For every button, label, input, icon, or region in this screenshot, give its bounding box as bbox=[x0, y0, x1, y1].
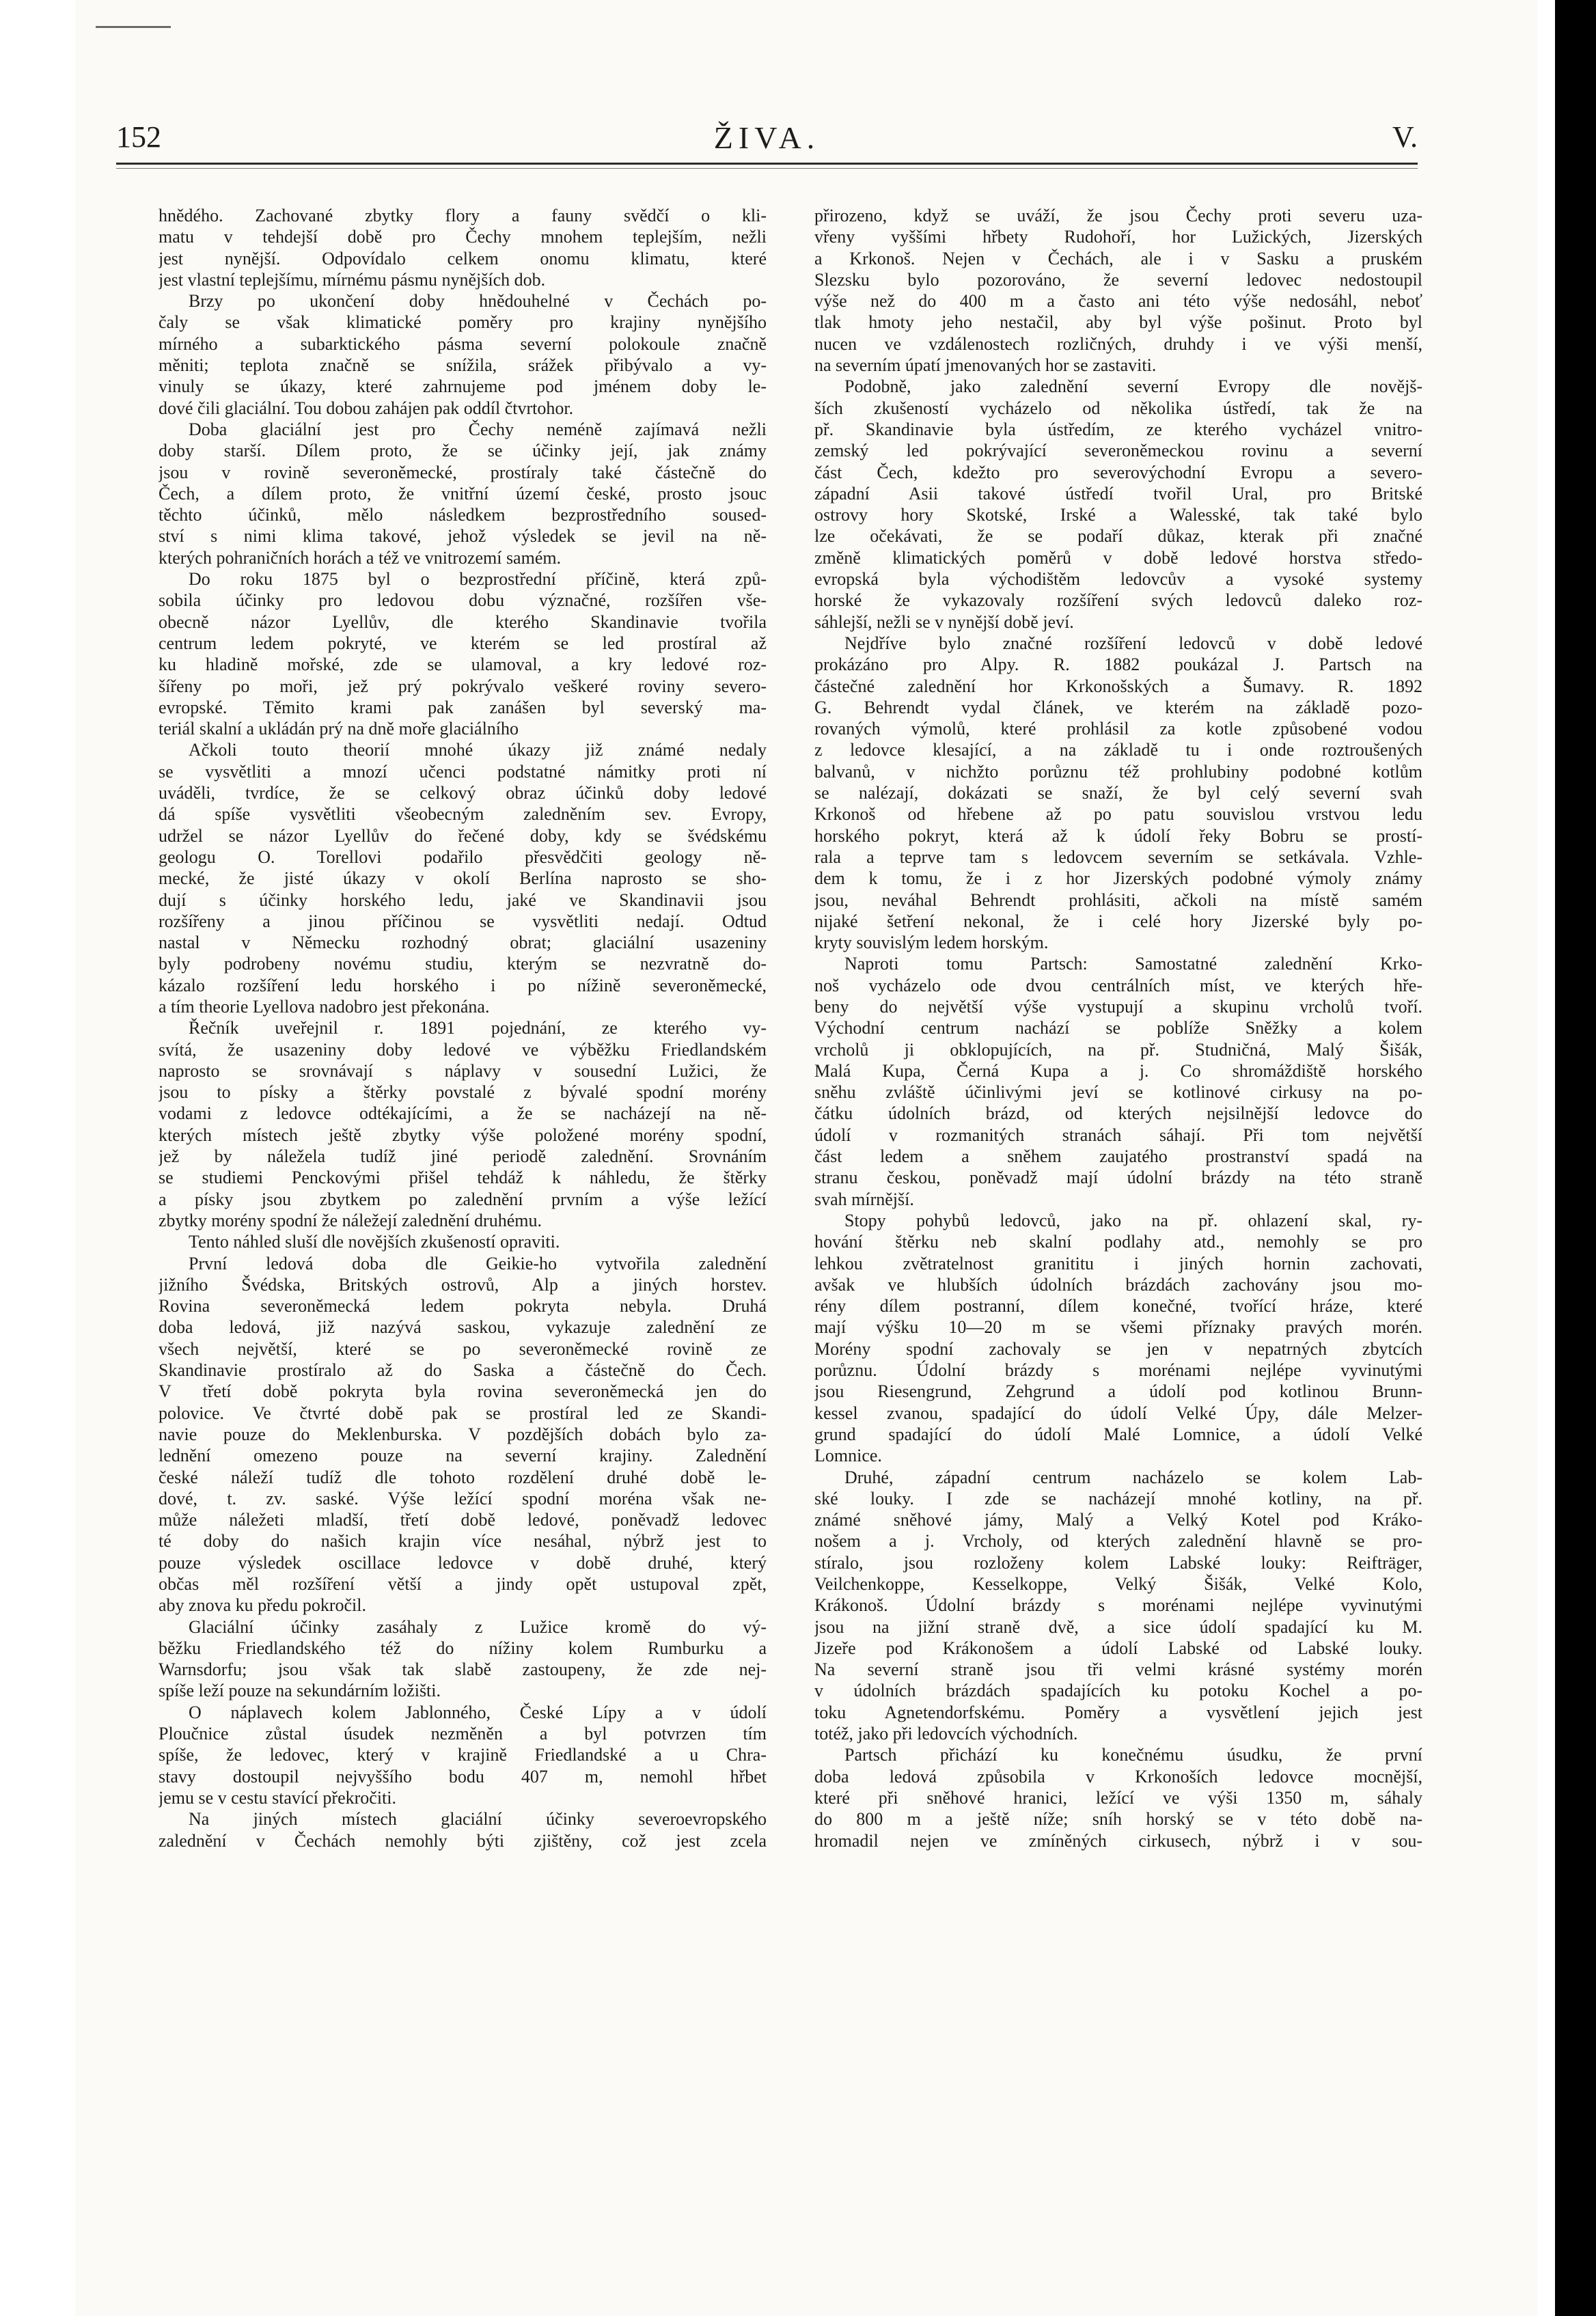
text-line: částečné zalednění hor Krkonošských a Šumavy. R. 1892 bbox=[814, 676, 1422, 696]
text-line: sobila účinky pro ledovou dobu význačné, rozšířen vše- bbox=[159, 590, 767, 611]
text-line: Tento náhled sluší dle novějších zkušeností opraviti. bbox=[189, 1232, 560, 1252]
text-line: vinuly se úkazy, které zahrnujeme pod jménem doby le- bbox=[159, 376, 767, 397]
text-line: Lomnice. bbox=[814, 1446, 882, 1466]
text-line: lehkou zvětratelnost granititu i jiných hornin zachovati, bbox=[814, 1253, 1422, 1273]
text-line: Podobně, jako zalednění severní Evropy dle novějš- bbox=[844, 376, 1422, 397]
text-line: které při sněhové hranici, ležící ve výši 1350 m, sáhaly bbox=[814, 1787, 1422, 1808]
text-line: Nejdříve bylo značné rozšíření ledovců v době ledové bbox=[844, 633, 1422, 653]
header-rule bbox=[116, 163, 1418, 165]
text-line: kterých pohraničních horách a též ve vnitrozemí samém. bbox=[159, 547, 562, 568]
text-line: jsou, neváhal Behrendt prohlásiti, ačkoli na místě samém bbox=[814, 890, 1422, 910]
text-line: spíše leží pouze na sekundárním ložišti. bbox=[159, 1681, 441, 1701]
text-line: sáhlejší, nežli se v nynější době jeví. bbox=[814, 611, 1074, 632]
text-line: O náplavech kolem Jablonného, České Lípy a v údolí bbox=[189, 1702, 767, 1722]
text-line: Rovina severoněmecká ledem pokryta nebyla. Druhá bbox=[159, 1296, 767, 1316]
text-line: Glaciální účinky zasáhaly z Lužice kromě do vý- bbox=[189, 1616, 767, 1637]
text-line: geologu O. Torellovi podařilo přesvědčiti geology ně- bbox=[159, 846, 767, 867]
text-line: Druhé, západní centrum nacházelo se kolem Lab- bbox=[844, 1467, 1422, 1487]
text-line: Warnsdorfu; jsou však tak slabě zastoupeny, že zde nej- bbox=[159, 1659, 767, 1680]
text-line: toku Agnetendorfskému. Poměry a vysvětlení jejich jest bbox=[814, 1702, 1422, 1722]
text-line: hromadil nejen ve zmíněných cirkusech, nýbrž i v sou- bbox=[814, 1830, 1422, 1851]
text-line: stranu českou, poněvadž mají údolní brázdy na této straně bbox=[814, 1168, 1422, 1188]
text-line: prokázáno pro Alpy. R. 1882 poukázal J. Partsch na bbox=[814, 654, 1422, 675]
text-line: Krkonoš od hřebene až po patu souvislou vrstvou ledu bbox=[814, 804, 1422, 825]
text-line: těchto účinků, mělo následkem bezprostředního soused- bbox=[159, 505, 767, 525]
text-line: svah mírnější. bbox=[814, 1189, 914, 1209]
text-line: rala a teprve tam s ledovcem severním se setkávala. Vzhle- bbox=[814, 846, 1422, 867]
corner-mark bbox=[96, 26, 171, 28]
text-line: vřeny vyššími hřbety Rudohoří, hor Lužických, Jizerských bbox=[814, 227, 1422, 247]
text-line: ku hladině mořské, zde se ulamoval, a kry ledové roz- bbox=[159, 654, 767, 675]
text-columns bbox=[159, 205, 1422, 2282]
text-line: čaly se však klimatické poměry pro krajiny nynějšího bbox=[159, 312, 767, 333]
text-line: mecké, že jisté úkazy v okolí Berlína naprosto se sho- bbox=[159, 868, 767, 889]
text-line: Východní centrum nachází se poblíže Sněžky a kolem bbox=[814, 1018, 1422, 1038]
text-line: nastal v Německu rozhodný obrat; glaciální usazeniny bbox=[159, 933, 767, 953]
text-line: české náleží tudíž dle tohoto rozdělení druhé době le- bbox=[159, 1467, 767, 1487]
text-line: a Krkonoš. Nejen v Čechách, ale i v Sasku a pruském bbox=[814, 248, 1422, 268]
text-line: Řečník uveřejnil r. 1891 pojednání, ze kterého vy- bbox=[189, 1018, 767, 1038]
text-line: Jizeře pod Krákonošem a údolí Labské od Labské louky. bbox=[814, 1638, 1422, 1658]
text-line: údolí v rozmanitých stranách sáhají. Při tom největší bbox=[814, 1125, 1422, 1145]
text-line: Veilchenkoppe, Kesselkoppe, Velký Šišák, Velké Kolo, bbox=[814, 1574, 1422, 1594]
volume-number: V. bbox=[1392, 120, 1418, 154]
text-line: kryty souvislým ledem horským. bbox=[814, 933, 1049, 953]
text-line: avšak ve hlubších údolních brázdách zachovány jsou mo- bbox=[814, 1274, 1422, 1295]
text-line: evropské. Těmito krami pak zanášen byl severský ma- bbox=[159, 697, 767, 717]
text-line: kessel zvanou, spadající do údolí Velké Úpy, dále Melzer- bbox=[814, 1403, 1422, 1423]
text-line: mají výšku 10—20 m se všemi příznaky pravých morén. bbox=[814, 1317, 1422, 1338]
text-line: pouze výsledek oscillace ledovce v době druhé, který bbox=[159, 1552, 767, 1573]
text-line: Na severní straně jsou tři velmi krásné systémy morén bbox=[814, 1659, 1422, 1680]
text-line: jsou v rovině severoněmecké, prostíraly také částečně do bbox=[159, 462, 767, 482]
text-line: svítá, že usazeniny doby ledové ve výběžku Friedlandském bbox=[159, 1039, 767, 1060]
text-line: V třetí době pokryta byla rovina severoněmecká jen do bbox=[159, 1381, 767, 1402]
text-line: aby znova ku předu pokročil. bbox=[159, 1595, 366, 1616]
text-line: zemský led pokrývající severoněmeckou rovinu a severní bbox=[814, 441, 1422, 461]
text-line: Do roku 1875 byl o bezprostřední příčině, která způ- bbox=[189, 569, 767, 590]
text-line: dem k tomu, že i z hor Jizerských podobné výmoly známy bbox=[814, 868, 1422, 889]
text-line: Morény spodní zachovaly se jen v nepatrných zbytcích bbox=[814, 1338, 1422, 1359]
text-line: Malá Kupa, Černá Kupa a j. Co shromáždiště horského bbox=[814, 1060, 1422, 1081]
text-line: horského pokryt, která až k údolí řeky Bobru se prostí- bbox=[814, 825, 1422, 846]
text-line: obecně názor Lyellův, dle kterého Skandinavie tvořila bbox=[159, 611, 767, 632]
text-line: zalednění v Čechách nemohly býti zjištěny, což jest zcela bbox=[159, 1830, 767, 1851]
text-line: naprosto se srovnávají s náplavy v sousední Lužici, že bbox=[159, 1060, 767, 1081]
header-rule-thin bbox=[116, 168, 1418, 169]
text-line: ské louky. I zde se nacházejí mnohé kotliny, na př. bbox=[814, 1488, 1422, 1508]
text-line: př. Skandinavie byla ústředím, ze kterého vycházel vnitro- bbox=[814, 419, 1422, 439]
text-line: může náležeti mladší, třetí době ledové, poněvadž ledovec bbox=[159, 1510, 767, 1530]
text-line: ostrovy hory Skotské, Irské a Walesské, tak také bylo bbox=[814, 505, 1422, 525]
text-line: nucen ve vzdálenostech rozličných, druhdy i ve výši menší, bbox=[814, 333, 1422, 354]
text-line: jemu se v cestu stavící překročiti. bbox=[159, 1787, 397, 1808]
text-line: čátku údolních brázd, od kterých nejsilnější ledovce do bbox=[814, 1103, 1422, 1124]
text-line: Slezsku bylo pozorováno, že severní ledovec nedostoupil bbox=[814, 269, 1422, 290]
text-line: jest vlastní teplejšímu, mírnému pásmu nynějších dob. bbox=[159, 269, 546, 290]
text-line: Krákonoš. Údolní brázdy s morénami nejlépe vyvinutými bbox=[814, 1595, 1422, 1616]
text-line: Ploučnice zůstal úsudek nezměněn a byl potvrzen tím bbox=[159, 1724, 767, 1744]
text-line: Na jiných místech glaciální účinky severoevropského bbox=[189, 1809, 767, 1830]
text-line: ství s nimi klima takové, jehož výsledek se jevil na ně- bbox=[159, 526, 767, 547]
right-column bbox=[814, 205, 1422, 2282]
text-line: Partsch přichází ku konečnému úsudku, že první bbox=[844, 1745, 1422, 1765]
text-line: jsou na jižní straně dvě, a sice údolí spadající ku M. bbox=[814, 1616, 1422, 1637]
text-line: vrcholů ji obklopujících, na př. Studničná, Malý Šišák, bbox=[814, 1039, 1422, 1060]
text-line: se studiemi Penckovými přišel tehdáž k náhledu, že štěrky bbox=[159, 1168, 767, 1188]
text-line: G. Behrendt vydal článek, ve kterém na základě pozo- bbox=[814, 697, 1422, 717]
text-line: a písky jsou zbytkem po zalednění prvním a výše ležící bbox=[159, 1189, 767, 1209]
text-line: spíše, že ledovec, který v krajině Friedlandské a u Chra- bbox=[159, 1745, 767, 1765]
page-number: 152 bbox=[116, 120, 161, 154]
text-line: horské že vykazovaly rozšíření svých ledovců daleko roz- bbox=[814, 590, 1422, 611]
text-line: noš vycházelo ode dvou centrálních míst, ve kterých hře- bbox=[814, 975, 1422, 995]
text-line: porůznu. Údolní brázdy s morénami nejlépe vyvinutými bbox=[814, 1360, 1422, 1381]
left-column bbox=[159, 205, 767, 2282]
text-line: grund spadající do údolí Malé Lomnice, a údolí Velké bbox=[814, 1424, 1422, 1444]
text-line: občas měl rozšíření větší a jindy opět ustupoval zpět, bbox=[159, 1574, 767, 1594]
text-line: té doby do našich krajin více nesáhal, nýbrž jest to bbox=[159, 1531, 767, 1552]
text-line: vodami z ledovce odtékajícími, a že se nacházejí na ně- bbox=[159, 1103, 767, 1124]
text-line: měniti; teplota značně se snížila, srážek přibývalo a vy- bbox=[159, 355, 767, 376]
text-line: doby starší. Dílem proto, že se účinky její, jak známy bbox=[159, 441, 767, 461]
text-line: tlak hmoty jeho nestačil, aby byl výše pošinut. Proto byl bbox=[814, 312, 1422, 333]
text-line: uváděli, tvrdíce, že se celkový obraz účinků doby ledové bbox=[159, 783, 767, 803]
text-line: totéž, jako při ledovcích východních. bbox=[814, 1724, 1078, 1744]
text-line: se nalézají, dokázati se snaží, že byl celý severní svah bbox=[814, 783, 1422, 803]
text-line: matu v tehdejší době pro Čechy mnohem teplejším, nežli bbox=[159, 227, 767, 247]
text-line: byly podrobeny novému studiu, kterým se nezvratně do- bbox=[159, 954, 767, 974]
text-line: mírného a subarktického pásma severní polokoule značně bbox=[159, 333, 767, 354]
text-line: část Čech, kdežto pro severovýchodní Evropu a severo- bbox=[814, 462, 1422, 482]
text-line: dá spíše vysvětliti všeobecným zaledněním sev. Evropy, bbox=[159, 804, 767, 825]
running-header bbox=[116, 120, 1418, 167]
scan-border bbox=[1555, 0, 1596, 2316]
text-line: evropská byla východištěm ledovcův a vysoké systemy bbox=[814, 569, 1422, 590]
text-line: balvanů, v nichžto porůznu též prohlubiny podobné kotlům bbox=[814, 761, 1422, 782]
text-line: Skandinavie prostíralo až do Saska a částečně do Čech. bbox=[159, 1360, 767, 1381]
text-line: teriál skalní a ukládán prý na dně moře glaciálního bbox=[159, 719, 519, 739]
text-line: výše než do 400 m a často ani této výše nedosáhl, neboť bbox=[814, 291, 1422, 312]
text-line: Doba glaciální jest pro Čechy neméně zajímavá nežli bbox=[189, 419, 767, 439]
text-line: stíralo, jsou rozloženy kolem Labské louky: Reifträger, bbox=[814, 1552, 1422, 1573]
text-line: Ačkoli touto theorií mnohé úkazy již známé nedaly bbox=[189, 740, 767, 760]
text-line: zbytky morény spodní že náležejí zalednění druhému. bbox=[159, 1210, 542, 1230]
text-line: Naproti tomu Partsch: Samostatné zalednění Krko- bbox=[844, 954, 1422, 974]
text-line: Čech, a dílem proto, že vnitřní území české, prosto jsouc bbox=[159, 483, 767, 504]
text-line: jsou to písky a štěrky povstalé z bývalé spodní morény bbox=[159, 1082, 767, 1103]
text-line: běžku Friedlandského též do nížiny kolem Rumburku a bbox=[159, 1638, 767, 1658]
text-line: centrum ledem pokryté, ve kterém se led prostíral až bbox=[159, 633, 767, 653]
text-line: z ledovce klesající, a na základě tu i onde roztroušených bbox=[814, 740, 1422, 760]
text-line: na severním úpatí jmenovaných hor se zastaviti. bbox=[814, 355, 1157, 376]
text-line: západní Asii takové ústředí tvořil Ural, pro Britské bbox=[814, 483, 1422, 504]
text-line: dové, t. zv. saské. Výše ležící spodní moréna však ne- bbox=[159, 1488, 767, 1508]
text-line: První ledová doba dle Geikie-ho vytvořila zalednění bbox=[189, 1253, 767, 1273]
text-line: a tím theorie Lyellova nadobro jest překonána. bbox=[159, 996, 490, 1017]
text-line: dují s účinky horského ledu, jaké ve Skandinavii jsou bbox=[159, 890, 767, 910]
text-line: doba ledová, již nazývá saskou, vykazuje zalednění ze bbox=[159, 1317, 767, 1338]
text-line: dové čili glaciální. Tou dobou zahájen pak oddíl čtvrtohor. bbox=[159, 398, 574, 418]
text-line: přirozeno, když se uváží, že jsou Čechy proti severu uza- bbox=[814, 206, 1422, 225]
text-line: lednění omezeno pouze na severní krajiny. Zalednění bbox=[159, 1446, 767, 1466]
text-line: sněhu zvláště účinlivými jeví se kotlinové cirkusy na po- bbox=[814, 1082, 1422, 1103]
text-line: rény dílem postranní, dílem konečné, tvořící hráze, které bbox=[814, 1296, 1422, 1316]
text-line: změně klimatických poměrů v době ledové horstva středo- bbox=[814, 547, 1422, 568]
text-line: se vysvětliti a mnozí učenci podstatné námitky proti ní bbox=[159, 761, 767, 782]
text-line: kterých místech ještě zbytky výše položené morény spodní, bbox=[159, 1125, 767, 1145]
text-line: jest nynější. Odpovídalo celkem onomu klimatu, které bbox=[159, 248, 767, 268]
text-line: rozšířeny a jinou příčinou se vysvětliti nedají. Odtud bbox=[159, 911, 767, 931]
text-line: nošem a j. Vrcholy, od kterých zalednění hlavně se pro- bbox=[814, 1531, 1422, 1552]
text-line: jsou Riesengrund, Zehgrund a údolí pod kotlinou Brunn- bbox=[814, 1381, 1422, 1402]
text-line: kázalo rozšíření ledu horského i po nížině severoněmecké, bbox=[159, 975, 767, 995]
text-line: v údolních brázdách spadajících ku potoku Kochel a po- bbox=[814, 1681, 1422, 1701]
text-line: udržel se názor Lyellův do řečené doby, kdy se švédskému bbox=[159, 825, 767, 846]
text-line: stavy dostoupil nejvyššího bodu 407 m, nemohl hřbet bbox=[159, 1766, 767, 1787]
text-line: hnědého. Zachované zbytky flory a fauny svědčí o kli- bbox=[159, 206, 767, 225]
text-line: lze očekávati, že se podaří důkaz, kterak při značné bbox=[814, 526, 1422, 547]
text-line: jižního Švédska, Britských ostrovů, Alp a jiných horstev. bbox=[159, 1274, 767, 1295]
text-line: doba ledová způsobila v Krkonoších ledovce mocnější, bbox=[814, 1766, 1422, 1787]
text-line: polovice. Ve čtvrté době pak se prostíral led ze Skandi- bbox=[159, 1403, 767, 1423]
text-line: Brzy po ukončení doby hnědouhelné v Čechách po- bbox=[189, 291, 767, 312]
text-line: ších zkušeností vycházelo od několika ústředí, tak že na bbox=[814, 398, 1422, 418]
text-line: část ledem a sněhem zaujatého prostranství spadá na bbox=[814, 1146, 1422, 1167]
text-line: hování štěrku neb skalní podlahy atd., nemohly se pro bbox=[814, 1232, 1422, 1252]
journal-title: ŽIVA. bbox=[713, 120, 821, 155]
text-line: šířeny po moři, jež prý pokrývalo veškeré roviny severo- bbox=[159, 676, 767, 696]
text-line: známé sněhové jámy, Malý a Velký Kotel pod Kráko- bbox=[814, 1510, 1422, 1530]
text-line: Stopy pohybů ledovců, jako na př. ohlazení skal, ry- bbox=[844, 1210, 1422, 1230]
text-line: jež by náležela tudíž jiné periodě zalednění. Srovnáním bbox=[159, 1146, 767, 1167]
text-line: do 800 m a ještě níže; sníh horský se v této době na- bbox=[814, 1809, 1422, 1830]
text-line: všech největší, které se po severoněmecké rovině ze bbox=[159, 1338, 767, 1359]
text-line: beny do největší výše vystupují a skupinu vrcholů tvoří. bbox=[814, 996, 1422, 1017]
text-line: nijaké šetření nekonal, že i celé hory Jizerské byly po- bbox=[814, 911, 1422, 931]
text-line: rovaných výmolů, které prohlásil za kotle způsobené vodou bbox=[814, 719, 1422, 739]
text-line: navie pouze do Meklenburska. V pozdějších dobách bylo za- bbox=[159, 1424, 767, 1444]
